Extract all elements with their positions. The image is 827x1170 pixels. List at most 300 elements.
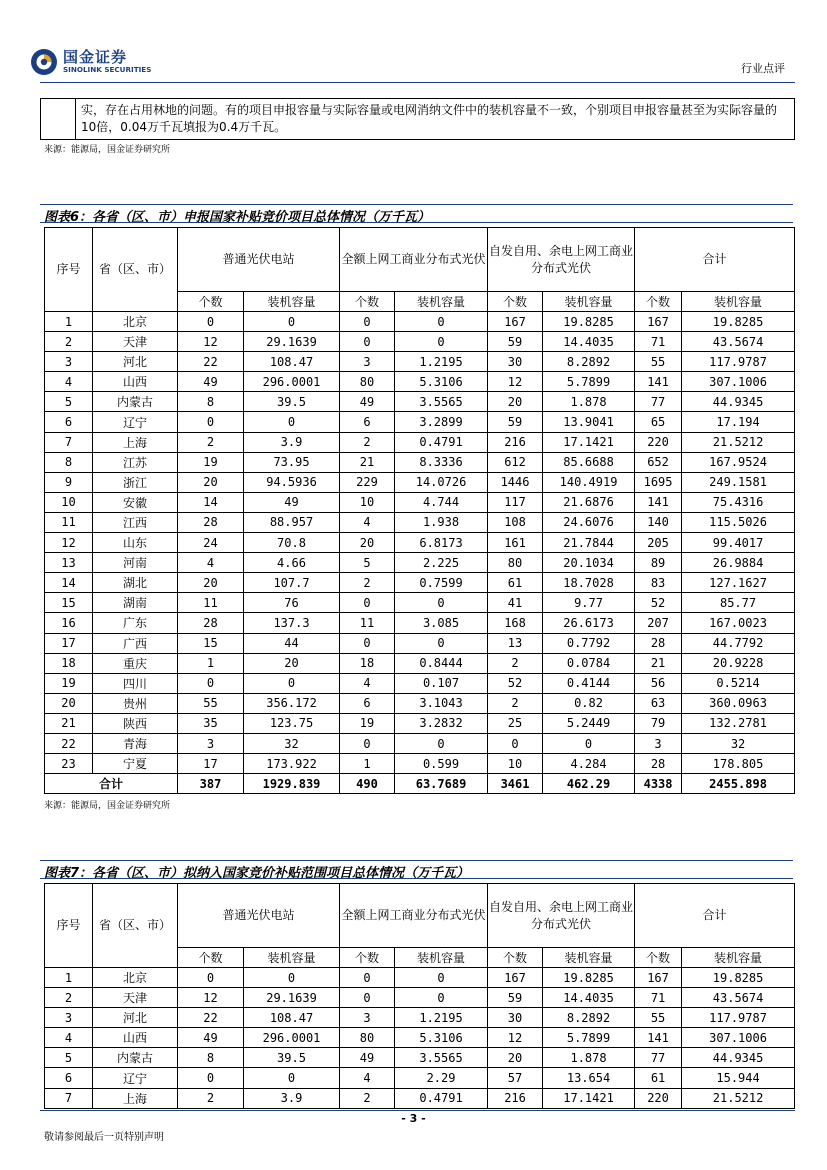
value-cell: 123.75: [244, 713, 340, 733]
value-cell: 21.6876: [543, 492, 635, 512]
row-seq-cell: 20: [45, 693, 93, 713]
value-cell: 216: [488, 1088, 543, 1108]
value-cell: 1.938: [395, 512, 488, 532]
header-seq: 序号: [45, 228, 93, 312]
value-cell: 108.47: [244, 352, 340, 372]
row-seq-cell: 21: [45, 713, 93, 733]
value-cell: 1: [340, 754, 395, 774]
value-cell: 19.8285: [543, 968, 635, 988]
value-cell: 52: [635, 593, 682, 613]
value-cell: 89: [635, 553, 682, 573]
value-cell: 296.0001: [244, 1028, 340, 1048]
value-cell: 10: [340, 492, 395, 512]
table-6: [44, 227, 795, 794]
value-cell: 20.9228: [682, 653, 795, 673]
value-cell: 49: [244, 492, 340, 512]
total-label-cell: 合计: [45, 774, 178, 794]
page-header: [0, 0, 827, 90]
subheader-capacity: 装机容量: [682, 292, 795, 312]
value-cell: 13.654: [543, 1068, 635, 1088]
value-cell: 2: [488, 653, 543, 673]
value-cell: 0: [395, 968, 488, 988]
value-cell: 57: [488, 1068, 543, 1088]
value-cell: 11: [178, 593, 244, 613]
value-cell: 612: [488, 452, 543, 472]
value-cell: 307.1006: [682, 372, 795, 392]
table-row: [45, 553, 795, 573]
figure-6-title-bar: [40, 204, 793, 224]
table-row: [45, 653, 795, 673]
value-cell: 0: [178, 412, 244, 432]
value-cell: 117.9787: [682, 352, 795, 372]
province-cell: 山西: [93, 372, 178, 392]
province-cell: 湖北: [93, 573, 178, 593]
province-cell: 天津: [93, 332, 178, 352]
table-row: [45, 693, 795, 713]
value-cell: 55: [635, 352, 682, 372]
subheader-count: 个数: [178, 292, 244, 312]
row-seq-cell: 3: [45, 1008, 93, 1028]
value-cell: 3.1043: [395, 693, 488, 713]
value-cell: 3.2832: [395, 713, 488, 733]
province-cell: 辽宁: [93, 412, 178, 432]
row-seq-cell: 17: [45, 633, 93, 653]
value-cell: 41: [488, 593, 543, 613]
row-seq-cell: 8: [45, 452, 93, 472]
value-cell: 0: [244, 312, 340, 332]
total-row: [45, 774, 795, 794]
value-cell: 20.1034: [543, 553, 635, 573]
province-cell: 广西: [93, 633, 178, 653]
value-cell: 44: [244, 633, 340, 653]
value-cell: 73.95: [244, 452, 340, 472]
province-cell: 内蒙古: [93, 1048, 178, 1068]
value-cell: 3.085: [395, 613, 488, 633]
value-cell: 28: [635, 633, 682, 653]
value-cell: 28: [635, 754, 682, 774]
value-cell: 29.1639: [244, 332, 340, 352]
province-cell: 北京: [93, 968, 178, 988]
table-row: [45, 352, 795, 372]
value-cell: 71: [635, 988, 682, 1008]
total-value-cell: 4338: [635, 774, 682, 794]
company-logo: [30, 46, 155, 78]
value-cell: 0: [244, 673, 340, 693]
title-rule-bottom: [40, 878, 793, 879]
subheader-capacity: 装机容量: [543, 948, 635, 968]
figure-6-title: 图表6：各省（区、市）申报国家补贴竞价项目总体情况（万千瓦）: [44, 210, 431, 225]
value-cell: 17: [178, 754, 244, 774]
province-cell: 重庆: [93, 653, 178, 673]
subheader-capacity: 装机容量: [395, 948, 488, 968]
value-cell: 249.1581: [682, 472, 795, 492]
value-cell: 6: [340, 693, 395, 713]
table-row: [45, 312, 795, 332]
table-row: [45, 1068, 795, 1088]
value-cell: 1: [178, 653, 244, 673]
value-cell: 8.3336: [395, 452, 488, 472]
province-cell: 浙江: [93, 472, 178, 492]
table-row: [45, 432, 795, 452]
header-group-ordinary-pv: 普通光伏电站: [178, 228, 340, 292]
table-6-body: [45, 312, 795, 794]
logo-chinese-name: 国金证券: [63, 48, 128, 66]
value-cell: 70.8: [244, 533, 340, 553]
table-7-body: [45, 968, 795, 1109]
value-cell: 20: [244, 653, 340, 673]
note-box: [40, 98, 795, 140]
province-cell: 河南: [93, 553, 178, 573]
value-cell: 52: [488, 673, 543, 693]
value-cell: 137.3: [244, 613, 340, 633]
value-cell: 4: [340, 673, 395, 693]
value-cell: 3: [178, 733, 244, 753]
table-row: [45, 633, 795, 653]
value-cell: 17.1421: [543, 1088, 635, 1108]
row-seq-cell: 23: [45, 754, 93, 774]
value-cell: 65: [635, 412, 682, 432]
value-cell: 2: [340, 432, 395, 452]
table-row: [45, 988, 795, 1008]
row-seq-cell: 6: [45, 412, 93, 432]
value-cell: 14.4035: [543, 332, 635, 352]
value-cell: 21.5212: [682, 1088, 795, 1108]
figure-7-title-bar: [40, 860, 793, 880]
value-cell: 43.5674: [682, 988, 795, 1008]
value-cell: 0: [395, 633, 488, 653]
value-cell: 19.8285: [682, 968, 795, 988]
subheader-capacity: 装机容量: [244, 292, 340, 312]
row-seq-cell: 11: [45, 512, 93, 532]
value-cell: 0: [340, 988, 395, 1008]
row-seq-cell: 4: [45, 372, 93, 392]
value-cell: 4: [178, 553, 244, 573]
value-cell: 167: [635, 968, 682, 988]
value-cell: 3.2899: [395, 412, 488, 432]
value-cell: 44.9345: [682, 1048, 795, 1068]
value-cell: 161: [488, 533, 543, 553]
row-seq-cell: 1: [45, 312, 93, 332]
value-cell: 55: [635, 1008, 682, 1028]
value-cell: 0: [340, 733, 395, 753]
value-cell: 296.0001: [244, 372, 340, 392]
value-cell: 173.922: [244, 754, 340, 774]
value-cell: 77: [635, 392, 682, 412]
value-cell: 0: [340, 312, 395, 332]
value-cell: 99.4017: [682, 533, 795, 553]
value-cell: 132.2781: [682, 713, 795, 733]
value-cell: 1.878: [543, 1048, 635, 1068]
value-cell: 1695: [635, 472, 682, 492]
value-cell: 0: [244, 412, 340, 432]
value-cell: 44.7792: [682, 633, 795, 653]
province-cell: 宁夏: [93, 754, 178, 774]
value-cell: 167.0023: [682, 613, 795, 633]
value-cell: 49: [340, 392, 395, 412]
value-cell: 216: [488, 432, 543, 452]
header-divider: [40, 82, 795, 83]
value-cell: 19: [340, 713, 395, 733]
value-cell: 2: [340, 1088, 395, 1108]
total-value-cell: 2455.898: [682, 774, 795, 794]
value-cell: 55: [178, 693, 244, 713]
province-cell: 江苏: [93, 452, 178, 472]
value-cell: 115.5026: [682, 512, 795, 532]
page-number: - 3 -: [401, 1112, 426, 1125]
value-cell: 59: [488, 412, 543, 432]
value-cell: 0: [178, 968, 244, 988]
value-cell: 14.0726: [395, 472, 488, 492]
value-cell: 140: [635, 512, 682, 532]
value-cell: 3.9: [244, 432, 340, 452]
table-row: [45, 733, 795, 753]
value-cell: 652: [635, 452, 682, 472]
header-group-total: 合计: [635, 228, 795, 292]
value-cell: 2.29: [395, 1068, 488, 1088]
sinolink-logo-icon: [30, 48, 58, 76]
province-cell: 山东: [93, 533, 178, 553]
province-cell: 山西: [93, 1028, 178, 1048]
value-cell: 6: [340, 412, 395, 432]
province-cell: 青海: [93, 733, 178, 753]
value-cell: 0: [244, 968, 340, 988]
province-cell: 四川: [93, 673, 178, 693]
value-cell: 178.805: [682, 754, 795, 774]
table-row: [45, 372, 795, 392]
table-row: [45, 673, 795, 693]
row-seq-cell: 2: [45, 988, 93, 1008]
value-cell: 220: [635, 432, 682, 452]
subheader-count: 个数: [488, 948, 543, 968]
row-seq-cell: 6: [45, 1068, 93, 1088]
row-seq-cell: 7: [45, 1088, 93, 1108]
value-cell: 0.7599: [395, 573, 488, 593]
value-cell: 207: [635, 613, 682, 633]
table-row: [45, 1008, 795, 1028]
value-cell: 79: [635, 713, 682, 733]
value-cell: 19: [178, 452, 244, 472]
row-seq-cell: 19: [45, 673, 93, 693]
value-cell: 107.7: [244, 573, 340, 593]
table-row: [45, 533, 795, 553]
header-group-full-grid-dpv: 全额上网工商业分布式光伏: [340, 228, 488, 292]
value-cell: 24.6076: [543, 512, 635, 532]
total-value-cell: 462.29: [543, 774, 635, 794]
province-cell: 内蒙古: [93, 392, 178, 412]
subheader-count: 个数: [635, 948, 682, 968]
value-cell: 0.599: [395, 754, 488, 774]
table-row: [45, 754, 795, 774]
value-cell: 25: [488, 713, 543, 733]
province-cell: 河北: [93, 352, 178, 372]
value-cell: 4: [340, 1068, 395, 1088]
value-cell: 26.9884: [682, 553, 795, 573]
value-cell: 21.7844: [543, 533, 635, 553]
value-cell: 4.744: [395, 492, 488, 512]
value-cell: 83: [635, 573, 682, 593]
value-cell: 17.1421: [543, 432, 635, 452]
value-cell: 5.7899: [543, 372, 635, 392]
value-cell: 3: [340, 1008, 395, 1028]
value-cell: 8: [178, 392, 244, 412]
value-cell: 0.4791: [395, 1088, 488, 1108]
value-cell: 5.7899: [543, 1028, 635, 1048]
value-cell: 8.2892: [543, 1008, 635, 1028]
table-row: [45, 412, 795, 432]
value-cell: 94.5936: [244, 472, 340, 492]
value-cell: 1.878: [543, 392, 635, 412]
table-row: [45, 492, 795, 512]
value-cell: 13: [488, 633, 543, 653]
table-7: [44, 883, 795, 1109]
subheader-count: 个数: [635, 292, 682, 312]
value-cell: 56: [635, 673, 682, 693]
value-cell: 167: [488, 968, 543, 988]
value-cell: 39.5: [244, 392, 340, 412]
value-cell: 22: [178, 352, 244, 372]
value-cell: 15: [178, 633, 244, 653]
value-cell: 0: [340, 332, 395, 352]
value-cell: 77: [635, 1048, 682, 1068]
value-cell: 108.47: [244, 1008, 340, 1028]
value-cell: 2: [178, 1088, 244, 1108]
header-group-self-use-dpv: 自发自用、余电上网工商业分布式光伏: [488, 228, 635, 292]
value-cell: 3: [635, 733, 682, 753]
note-text: 实，存在占用林地的问题。有的项目申报容量与实际容量或电网消纳文件中的装机容量不一致，个别项目申报容量甚至为实际容量的10倍，0.04万千瓦填报为0.4万千瓦。: [81, 103, 778, 134]
table-row: [45, 613, 795, 633]
value-cell: 44.9345: [682, 392, 795, 412]
value-cell: 0.82: [543, 693, 635, 713]
value-cell: 21.5212: [682, 432, 795, 452]
row-seq-cell: 18: [45, 653, 93, 673]
value-cell: 117.9787: [682, 1008, 795, 1028]
value-cell: 0.8444: [395, 653, 488, 673]
value-cell: 20: [178, 573, 244, 593]
value-cell: 229: [340, 472, 395, 492]
province-cell: 辽宁: [93, 1068, 178, 1088]
value-cell: 0.4144: [543, 673, 635, 693]
value-cell: 32: [244, 733, 340, 753]
value-cell: 39.5: [244, 1048, 340, 1068]
value-cell: 167.9524: [682, 452, 795, 472]
value-cell: 12: [178, 988, 244, 1008]
subheader-capacity: 装机容量: [395, 292, 488, 312]
source-note-1: 来源：能源局，国金证券研究所: [44, 145, 171, 155]
value-cell: 10: [488, 754, 543, 774]
value-cell: 3.5565: [395, 392, 488, 412]
total-value-cell: 3461: [488, 774, 543, 794]
value-cell: 356.172: [244, 693, 340, 713]
value-cell: 2: [488, 693, 543, 713]
table-row: [45, 392, 795, 412]
row-seq-cell: 3: [45, 352, 93, 372]
value-cell: 20: [178, 472, 244, 492]
value-cell: 0: [340, 633, 395, 653]
row-seq-cell: 15: [45, 593, 93, 613]
province-cell: 上海: [93, 432, 178, 452]
value-cell: 117: [488, 492, 543, 512]
value-cell: 20: [488, 392, 543, 412]
value-cell: 88.957: [244, 512, 340, 532]
province-cell: 上海: [93, 1088, 178, 1108]
value-cell: 43.5674: [682, 332, 795, 352]
value-cell: 0.7792: [543, 633, 635, 653]
subheader-capacity: 装机容量: [244, 948, 340, 968]
value-cell: 220: [635, 1088, 682, 1108]
province-cell: 天津: [93, 988, 178, 1008]
row-seq-cell: 1: [45, 968, 93, 988]
value-cell: 167: [635, 312, 682, 332]
header-province: 省（区、市）: [93, 228, 178, 312]
total-value-cell: 1929.839: [244, 774, 340, 794]
value-cell: 11: [340, 613, 395, 633]
value-cell: 5.3106: [395, 1028, 488, 1048]
value-cell: 12: [488, 1028, 543, 1048]
total-value-cell: 387: [178, 774, 244, 794]
value-cell: 29.1639: [244, 988, 340, 1008]
value-cell: 18: [340, 653, 395, 673]
subheader-count: 个数: [488, 292, 543, 312]
value-cell: 49: [178, 1028, 244, 1048]
total-value-cell: 63.7689: [395, 774, 488, 794]
table-row: [45, 472, 795, 492]
value-cell: 26.6173: [543, 613, 635, 633]
value-cell: 0: [395, 733, 488, 753]
value-cell: 30: [488, 352, 543, 372]
value-cell: 22: [178, 1008, 244, 1028]
table-row: [45, 593, 795, 613]
value-cell: 360.0963: [682, 693, 795, 713]
title-rule-top: [40, 204, 793, 205]
value-cell: 167: [488, 312, 543, 332]
document-type-label: 行业点评: [741, 62, 785, 75]
value-cell: 4.66: [244, 553, 340, 573]
table-row: [45, 573, 795, 593]
header-group-ordinary-pv: 普通光伏电站: [178, 884, 340, 948]
row-seq-cell: 5: [45, 392, 93, 412]
value-cell: 205: [635, 533, 682, 553]
table-row: [45, 332, 795, 352]
value-cell: 12: [178, 332, 244, 352]
title-rule-top: [40, 860, 793, 861]
figure-7-title: 图表7：各省（区、市）拟纳入国家竞价补贴范围项目总体情况（万千瓦）: [44, 866, 470, 881]
value-cell: 80: [340, 1028, 395, 1048]
value-cell: 5: [340, 553, 395, 573]
value-cell: 8: [178, 1048, 244, 1068]
row-seq-cell: 7: [45, 432, 93, 452]
value-cell: 14: [178, 492, 244, 512]
value-cell: 0: [395, 312, 488, 332]
value-cell: 75.4316: [682, 492, 795, 512]
value-cell: 0: [244, 1068, 340, 1088]
value-cell: 20: [340, 533, 395, 553]
value-cell: 0: [340, 593, 395, 613]
row-seq-cell: 4: [45, 1028, 93, 1048]
value-cell: 4: [340, 512, 395, 532]
value-cell: 0: [395, 332, 488, 352]
subheader-capacity: 装机容量: [682, 948, 795, 968]
row-seq-cell: 10: [45, 492, 93, 512]
row-seq-cell: 5: [45, 1048, 93, 1068]
value-cell: 0: [340, 968, 395, 988]
value-cell: 0: [178, 1068, 244, 1088]
value-cell: 76: [244, 593, 340, 613]
value-cell: 307.1006: [682, 1028, 795, 1048]
value-cell: 2: [178, 432, 244, 452]
value-cell: 59: [488, 988, 543, 1008]
value-cell: 14.4035: [543, 988, 635, 1008]
value-cell: 13.9041: [543, 412, 635, 432]
